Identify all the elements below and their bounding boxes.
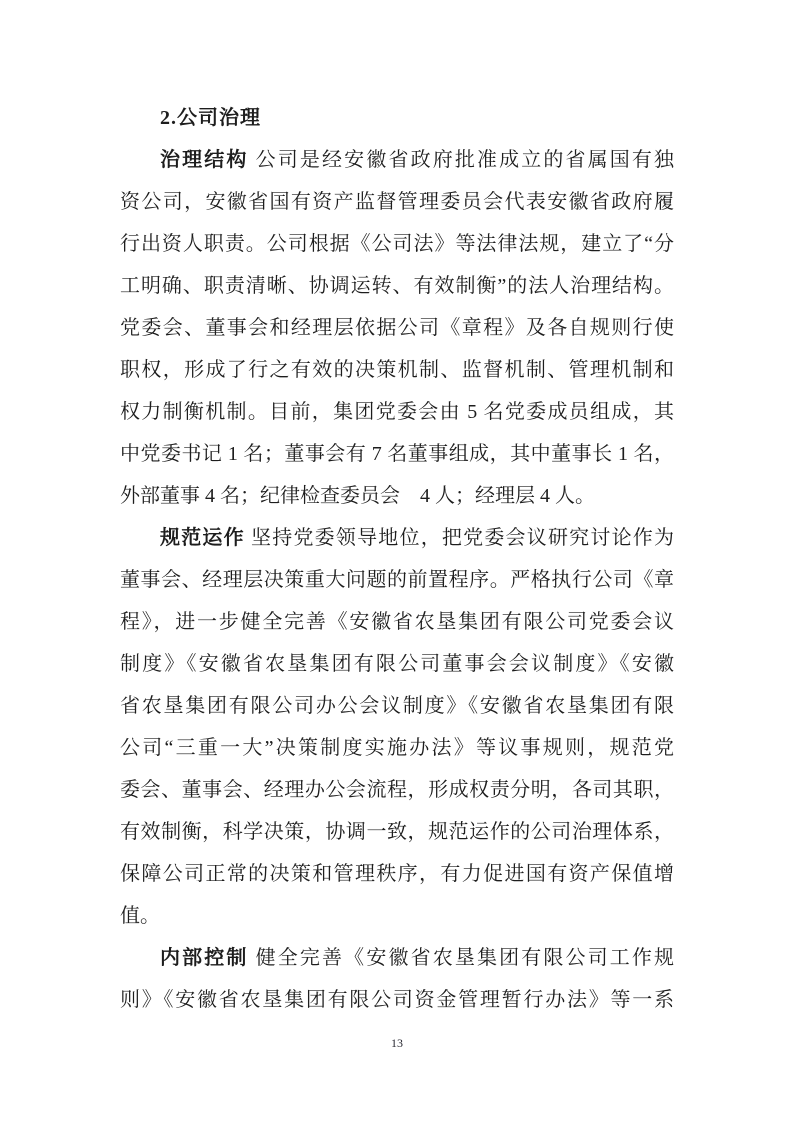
text-line: 外部董事 4 名；纪律检查委员会 4 人；经理层 4 人。 [120,485,595,507]
text-line: 坚持党委领导地位，把党委会议研究讨论作为 [244,527,674,549]
text-line: 省农垦集团有限公司办公会议制度》《安徽省农垦集团有限 [120,695,674,717]
run-in-heading: 内部控制 [160,947,249,969]
text-line: 党委会、董事会和经理层依据公司《章程》及各自规则行使 [120,317,674,339]
page-number: 13 [391,1036,403,1050]
section-heading: 2.公司治理 [160,107,261,129]
run-in-heading: 治理结构 [160,149,249,171]
text-line: 有效制衡，科学决策，协调一致，规范运作的公司治理体系， [120,821,674,843]
text-line: 委会、董事会、经理办公会流程，形成权责分明，各司其职， [120,779,674,801]
text-line: 制度》《安徽省农垦集团有限公司董事会会议制度》《安徽 [120,653,674,675]
paragraph-first-line [120,517,674,559]
text-line: 工明确、职责清晰、协调运转、有效制衡”的法人治理结构。 [120,275,674,297]
text-line: 公司是经安徽省政府批准成立的省属国有独 [248,149,674,171]
text-line: 程》，进一步健全完善《安徽省农垦集团有限公司党委会议 [120,611,674,633]
text-line: 则》《安徽省农垦集团有限公司资金管理暂行办法》等一系 [120,989,674,1011]
run-in-heading: 规范运作 [160,527,245,549]
text-line: 职权，形成了行之有效的决策机制、监督机制、管理机制和 [120,359,674,381]
text-line: 值。 [120,905,160,927]
text-line: 行出资人职责。公司根据《公司法》等法律法规，建立了“分 [120,233,674,255]
text-line: 权力制衡机制。目前，集团党委会由 5 名党委成员组成，其 [120,401,674,423]
text-line: 公司“三重一大”决策制度实施办法》等议事规则，规范党 [120,737,674,759]
text-line: 中党委书记 1 名；董事会有 7 名董事组成，其中董事长 1 名， [120,443,674,465]
text-line: 健全完善《安徽省农垦集团有限公司工作规 [248,947,674,969]
text-line: 董事会、经理层决策重大问题的前置程序。严格执行公司《章 [120,569,674,591]
text-line: 资公司，安徽省国有资产监督管理委员会代表安徽省政府履 [120,191,674,213]
document-body [120,97,674,1021]
paragraph-first-line [120,139,674,181]
text-line: 保障公司正常的决策和管理秩序，有力促进国有资产保值增 [120,863,674,885]
paragraph-first-line [120,937,674,979]
